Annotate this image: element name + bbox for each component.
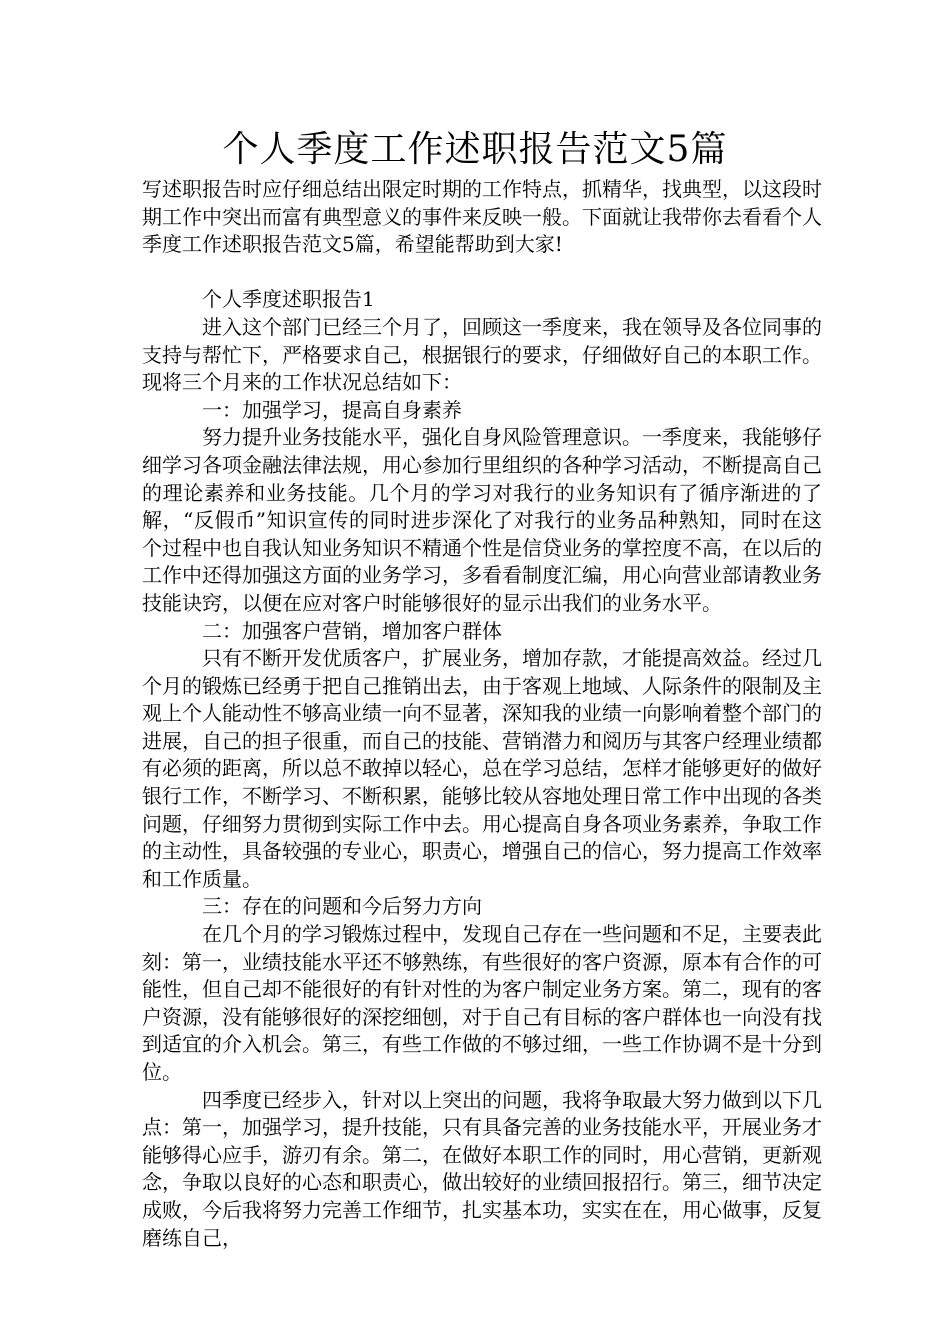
document-title: 个人季度工作述职报告范文5篇: [222, 129, 728, 170]
body-paragraph: 进入这个部门已经三个月了，回顾这一季度来，我在领导及各位同事的支持与帮忙下，严格要求自己，根据银行的要求，仔细做好自己的本职工作。现将三个月来的工作状况总结如下：: [142, 314, 822, 395]
body-paragraph: 在几个月的学习锻炼过程中，发现自己存在一些问题和不足，主要表此刻：第一，业绩技能水平还不够熟练，有些很好的客户资源，原本有合作的可能性，但自己却不能很好的有针对性的为客户制定业务方案。第二，现有的客户资源，没有能够很好的深挖细刨，对于自己有目标的客户群体也一向没有找到适宜的介入机会。第三，有些工作做的不够过细，一些工作协调不是十分到位。: [142, 922, 822, 1084]
subheading: 一：加强学习，提高自身素养: [202, 397, 462, 422]
body-paragraph: 四季度已经步入，针对以上突出的问题，我将争取最大努力做到以下几点：第一，加强学习，提升技能，只有具备完善的业务技能水平，开展业务才能够得心应手，游刃有余。第二，在做好本职工作的同时，用心营销，更新观念，争取以良好的心态和职责心，做出较好的业绩回报招行。第三，细节决定成败，今后我将努力完善工作细节，扎实基本功，实实在在，用心做事，反复磨练自己，: [142, 1087, 822, 1250]
subheading: 二：加强客户营销，增加客户群体: [202, 618, 502, 643]
subheading: 三：存在的问题和今后努力方向: [202, 894, 482, 919]
intro-paragraph: 写述职报告时应仔细总结出限定时期的工作特点，抓精华，找典型，以这段时期工作中突出而富有典型意义的事件来反映一般。下面就让我带你去看看个人季度工作述职报告范文5篇，希望能帮助到大家!: [142, 177, 822, 257]
body-paragraph: 努力提升业务技能水平，强化自身风险管理意识。一季度来，我能够仔细学习各项金融法律法规，用心参加行里组织的各种学习活动，不断提高自己的理论素养和业务技能。几个月的学习对我行的业务知识有了循序渐进的了解，“反假币”知识宣传的同时进步深化了对我行的业务品种熟知，同时在这个过程中也自我认知业务知识不精通个性是信贷业务的掌控度不高，在以后的工作中还得加强这方面的业务学习，多看看制度汇编，用心向营业部请教业务技能诀窍，以便在应对客户时能够很好的显示出我们的业务水平。: [142, 425, 822, 615]
body-paragraph: 只有不断开发优质客户，扩展业务，增加存款，才能提高效益。经过几个月的锻炼已经勇于把自己推销出去，由于客观上地域、人际条件的限制及主观上个人能动性不够高业绩一向不显著，深知我的业绩一向影响着整个部门的进展，自己的担子很重，而自己的技能、营销潜力和阅历与其客户经理业绩都有必须的距离，所以总不敢掉以轻心，总在学习总结，怎样才能够更好的做好银行工作，不断学习、不断积累，能够比较从容地处理日常工作中出现的各类问题，仔细努力贯彻到实际工作中去。用心提高自身各项业务素养，争取工作的主动性，具备较强的专业心，职责心，增强自己的信心，努力提高工作效率和工作质量。: [142, 646, 822, 891]
document-body: [142, 176, 822, 1252]
section-heading: 个人季度述职报告1: [202, 287, 375, 312]
